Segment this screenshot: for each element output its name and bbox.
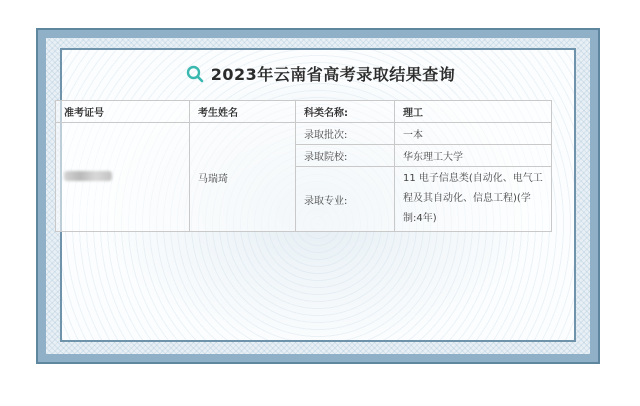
admission-result-table [55, 100, 552, 232]
redacted-exam-number [64, 171, 112, 181]
header-student-name: 考生姓名 [190, 101, 296, 123]
row-label-school: 录取院校: [296, 145, 395, 167]
title-row [0, 62, 640, 85]
row-value-batch: 一本 [395, 123, 552, 145]
student-name-cell: 马瑞琦 [190, 123, 296, 232]
search-icon [185, 64, 205, 84]
table-header-row [56, 101, 552, 123]
table-row [56, 123, 552, 145]
row-label-major: 录取专业: [296, 167, 395, 232]
header-category-value: 理工 [395, 101, 552, 123]
page-title: 2023年云南省高考录取结果查询 [210, 65, 456, 84]
exam-number-cell [56, 123, 190, 232]
row-value-major: 11 电子信息类(自动化、电气工程及其自动化、信息工程)(学制:4年) [395, 167, 552, 232]
row-value-school: 华东理工大学 [395, 145, 552, 167]
header-category-label: 科类名称: [296, 101, 395, 123]
header-exam-number: 准考证号 [56, 101, 190, 123]
row-label-batch: 录取批次: [296, 123, 395, 145]
